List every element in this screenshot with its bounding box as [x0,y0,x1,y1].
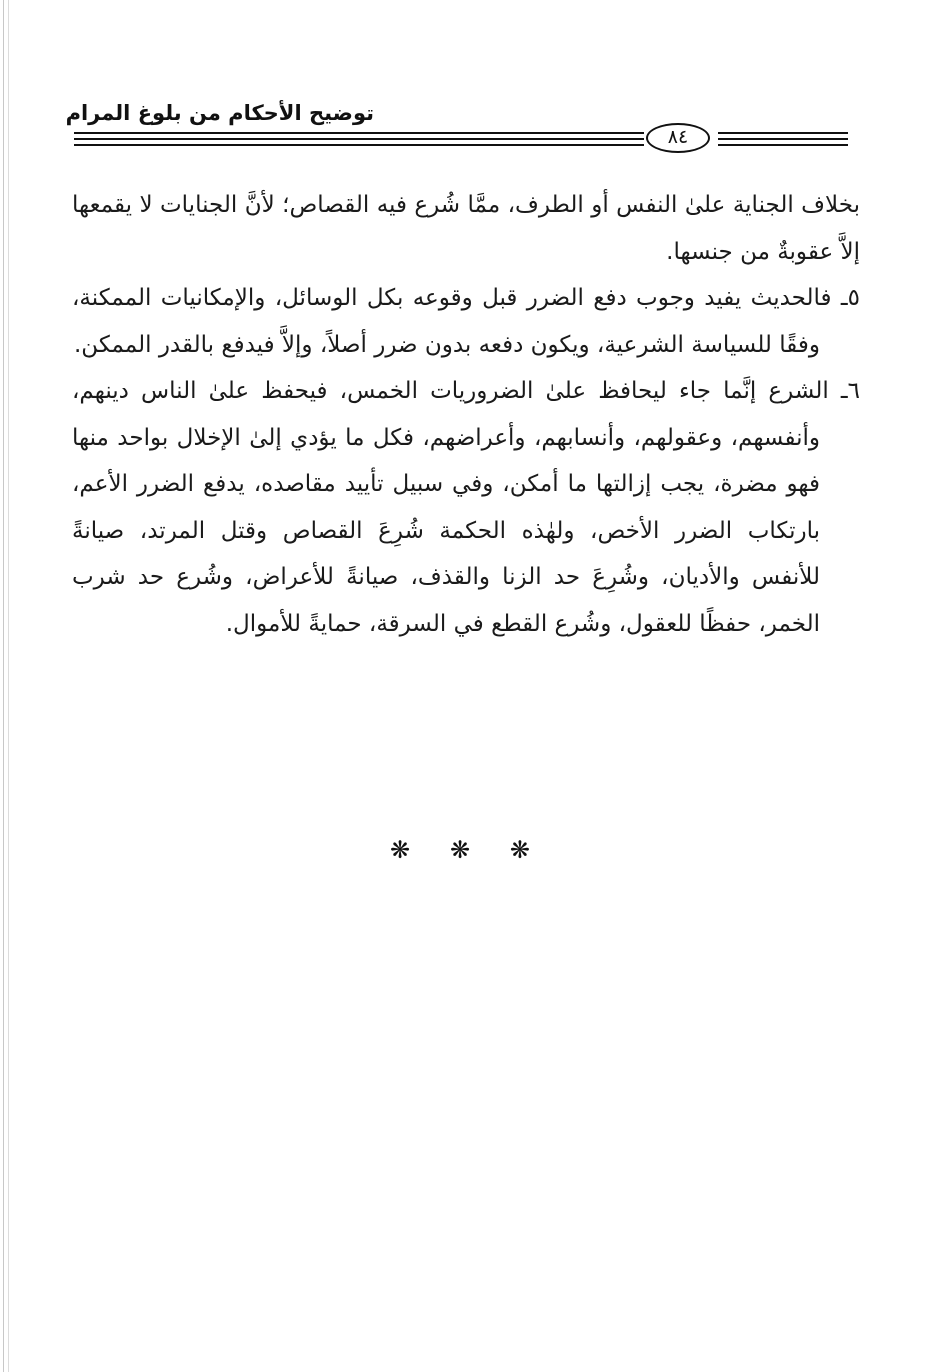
header-rule-right-top [718,132,848,134]
header-rule-left-middle [74,138,644,140]
separator-asterism-icon: ❋ [509,836,530,864]
header-rule-left-top [74,132,644,134]
page-number: ٨٤ [646,123,710,153]
header-rule-right-bottom [718,144,848,146]
separator-asterism-icon: ❋ [390,836,411,864]
page-body-text [72,182,860,647]
item-5-text: فالحديث يفيد وجوب دفع الضرر قبل وقوعه بكل الوسائل، والإمكانيات الممكنة، وفقًا للسياسة الشرعية، ويكون دفعه بدون ضرر أصلاً، وإلاَّ فيدفع بالقدر الممكن. [72,285,832,358]
item-number-5: ٥ـ [840,285,860,311]
paragraph-item-6 [72,368,860,647]
paragraph-item-5 [72,275,860,368]
running-title: توضيح الأحكام من بلوغ المرام [65,101,374,125]
scan-edge-line [3,0,4,1372]
page-header [0,0,940,170]
section-separator [390,830,530,870]
item-6-text: الشرع إنَّما جاء ليحافظ علىٰ الضروريات الخمس، فيحفظ علىٰ الناس دينهم، وأنفسهم، وعقولهم، وأنسابهم، وأعراضهم، فكل ما يؤدي إلىٰ الإخلال بواحد منها فهو مضرة، يجب إزالتها ما أمكن، وفي سبيل تأييد مقاصده، يدفع الضرر الأعم، بارتكاب الضرر الأخص، ولهٰذه الحكمة شُرِعَ القصاص وقتل المرتد، صيانةً للأنفس والأديان، وشُرِعَ حد الزنا والقذف، صيانةً للأعراض، وشُرع حد شرب الخمر، حفظًا للعقول، وشُرع القطع في السرقة، حمايةً للأموال. [72,378,829,637]
separator-asterism-icon: ❋ [449,836,471,864]
scan-edge-line [8,0,9,1372]
paragraph-continuation: بخلاف الجناية علىٰ النفس أو الطرف، ممَّا شُرع فيه القصاص؛ لأنَّ الجنايات لا يقمعها إلاَّ عقوبةٌ من جنسها. [72,192,860,265]
header-rule-left-bottom [74,144,644,146]
header-rule-right-middle [718,138,848,140]
item-number-6: ٦ـ [840,378,860,404]
